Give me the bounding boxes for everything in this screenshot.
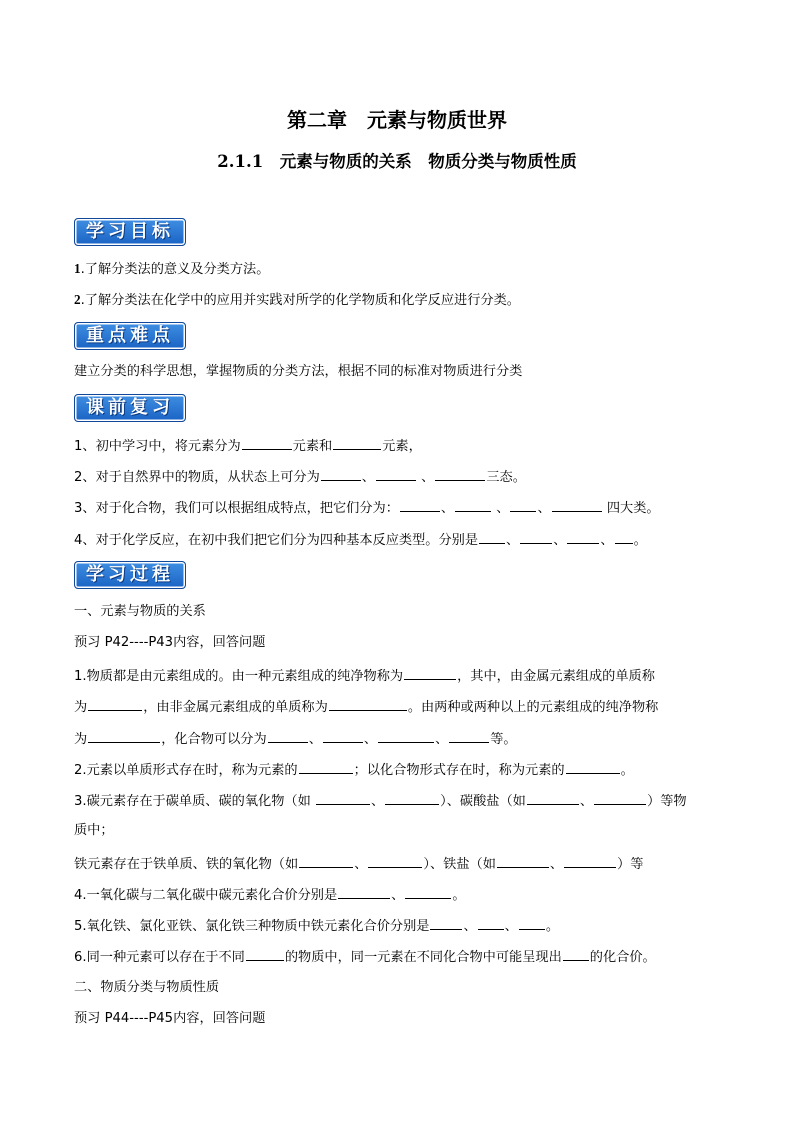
- answer-blank[interactable]: [299, 760, 353, 774]
- answer-blank[interactable]: [376, 467, 416, 481]
- answer-blank[interactable]: [594, 791, 646, 805]
- separator: 、: [421, 470, 435, 485]
- answer-blank[interactable]: [615, 530, 633, 544]
- question-text: 为: [74, 732, 88, 747]
- answer-blank[interactable]: [88, 697, 142, 711]
- goal-number: 1: [74, 261, 81, 276]
- answer-blank[interactable]: [567, 530, 599, 544]
- section-title: 2.1.1 元素与物质的关系 物质分类与物质性质: [217, 152, 577, 171]
- question-text: 。: [620, 763, 634, 778]
- answer-blank[interactable]: [564, 854, 616, 868]
- paragraph-6: [74, 947, 656, 967]
- paragraph-1-line-2: [74, 697, 658, 717]
- question-text: ，由非金属元素组成的单质称为: [143, 700, 328, 715]
- answer-blank[interactable]: [430, 916, 462, 930]
- answer-blank[interactable]: [405, 885, 451, 899]
- answer-blank[interactable]: [368, 854, 422, 868]
- question-text: 1.物质都是由元素组成的。由一种元素组成的纯净物称为: [74, 669, 404, 684]
- question-text: ）、碳酸盐（如: [440, 794, 526, 809]
- question-text: 4、对于化学反应，在初中我们把它们分为四种基本反应类型。分别是: [74, 533, 479, 548]
- separator: 、: [600, 533, 614, 548]
- goal-number: 2: [74, 292, 81, 307]
- question-text: 1、初中学习中，将元素分为: [74, 439, 241, 454]
- separator: 、: [506, 533, 520, 548]
- question-text: 为: [74, 700, 88, 715]
- separator: 、: [361, 470, 375, 485]
- separator: 、: [391, 888, 405, 903]
- answer-blank[interactable]: [497, 854, 549, 868]
- question-text: 。: [545, 919, 560, 934]
- answer-blank[interactable]: [299, 854, 353, 868]
- separator: 、: [440, 501, 455, 516]
- answer-blank[interactable]: [435, 467, 485, 481]
- separator: 、: [496, 501, 510, 516]
- question-text: 。由两种或两种以上的元素组成的纯净物称: [407, 700, 659, 715]
- separator: 、: [549, 857, 564, 872]
- question-text: 2.元素以单质形式存在时，称为元素的: [74, 763, 298, 778]
- goal-item-1: [74, 260, 269, 279]
- separator: 、: [537, 501, 551, 516]
- answer-blank[interactable]: [519, 916, 545, 930]
- answer-blank[interactable]: [455, 498, 491, 512]
- question-text: 。: [452, 888, 466, 903]
- badge-key-points: 重点难点: [74, 322, 186, 350]
- chapter-title: 第二章 元素与物质世界: [287, 108, 507, 132]
- question-text: 6.同一种元素可以存在于不同: [74, 950, 245, 965]
- answer-blank[interactable]: [323, 729, 363, 743]
- question-text: 等。: [490, 732, 517, 747]
- answer-blank[interactable]: [478, 916, 504, 930]
- answer-blank[interactable]: [510, 498, 536, 512]
- answer-blank[interactable]: [88, 729, 160, 743]
- answer-blank[interactable]: [479, 530, 505, 544]
- separator: 、: [308, 732, 322, 747]
- review-question-3: [74, 498, 660, 518]
- question-text: 的化合价。: [589, 950, 656, 965]
- paragraph-2: [74, 760, 634, 780]
- separator: 、: [354, 857, 368, 872]
- review-question-4: [74, 530, 647, 550]
- answer-blank[interactable]: [404, 666, 456, 680]
- question-text: ，化合物可以分为: [161, 732, 267, 747]
- paragraph-3-line-2: 质中；: [74, 823, 114, 838]
- question-text: ；以化合物形式存在时，称为元素的: [353, 763, 565, 778]
- answer-blank[interactable]: [520, 530, 552, 544]
- question-text: 三态。: [486, 470, 526, 485]
- review-question-1: [74, 436, 422, 456]
- part1-preview: 预习 P42----P43内容，回答问题: [74, 635, 266, 650]
- answer-blank[interactable]: [566, 760, 620, 774]
- answer-blank[interactable]: [316, 791, 370, 805]
- paragraph-3-line-1: [74, 791, 687, 811]
- question-text: ）等: [617, 857, 644, 872]
- separator: 、: [553, 533, 567, 548]
- paragraph-4: [74, 885, 466, 905]
- badge-learning-goals: 学习目标: [74, 218, 186, 246]
- part2-heading: 二、物质分类与物质性质: [74, 980, 220, 995]
- badge-review: 课前复习: [74, 394, 186, 422]
- answer-blank[interactable]: [321, 467, 361, 481]
- answer-blank[interactable]: [246, 947, 284, 961]
- question-text: 2、对于自然界中的物质，从状态上可分为: [74, 470, 320, 485]
- question-text: 3、对于化合物，我们可以根据组成特点，把它们分为：: [74, 501, 399, 516]
- question-text: ）、铁盐（如: [423, 857, 496, 872]
- separator: 、: [435, 732, 449, 747]
- answer-blank[interactable]: [268, 729, 308, 743]
- answer-blank[interactable]: [400, 498, 440, 512]
- answer-blank[interactable]: [385, 791, 439, 805]
- review-question-2: [74, 467, 526, 487]
- answer-blank[interactable]: [563, 947, 589, 961]
- paragraph-3-line-3: [74, 854, 643, 874]
- answer-blank[interactable]: [552, 498, 602, 512]
- paragraph-1-line-3: [74, 729, 517, 749]
- goal-text: .了解分类法在化学中的应用并实践对所学的化学物质和化学反应进行分类。: [80, 293, 520, 308]
- goal-item-2: [74, 291, 520, 310]
- answer-blank[interactable]: [449, 729, 489, 743]
- question-text: 5.氧化铁、氯化亚铁、氯化铁三种物质中铁元素化合价分别是: [74, 919, 430, 934]
- separator: 、: [370, 794, 385, 809]
- answer-blank[interactable]: [378, 729, 434, 743]
- question-text: 3.碳元素存在于碳单质、碳的氧化物（如: [74, 794, 315, 809]
- paragraph-5: [74, 916, 559, 936]
- answer-blank[interactable]: [338, 885, 390, 899]
- question-text: 的物质中，同一元素在不同化合物中可能呈现出: [284, 950, 562, 965]
- question-text: 四大类。: [606, 501, 660, 516]
- separator: 、: [463, 919, 477, 934]
- badge-learning-process: 学习过程: [74, 561, 186, 589]
- separator: 、: [363, 732, 378, 747]
- key-points-text: 建立分类的科学思想，掌握物质的分类方法，根据不同的标准对物质进行分类: [74, 364, 523, 379]
- answer-blank[interactable]: [333, 436, 381, 450]
- part2-preview: 预习 P44----P45内容，回答问题: [74, 1011, 266, 1026]
- question-text: 。: [633, 533, 647, 548]
- question-text: 4.一氧化碳与二氧化碳中碳元素化合价分别是: [74, 888, 338, 903]
- answer-blank[interactable]: [242, 436, 292, 450]
- answer-blank[interactable]: [329, 697, 407, 711]
- part1-heading: 一、元素与物质的关系: [74, 604, 206, 619]
- paragraph-1-line-1: [74, 666, 655, 686]
- question-text: ，其中，由金属元素组成的单质称: [457, 669, 655, 684]
- answer-blank[interactable]: [527, 791, 579, 805]
- question-text: 元素和: [292, 439, 333, 454]
- separator: 、: [579, 794, 594, 809]
- separator: 、: [504, 919, 518, 934]
- question-text: ）等物: [647, 794, 687, 809]
- goal-text: .了解分类法的意义及分类方法。: [80, 262, 270, 277]
- question-text: 元素，: [382, 439, 422, 454]
- question-text: 铁元素存在于铁单质、铁的氧化物（如: [74, 857, 299, 872]
